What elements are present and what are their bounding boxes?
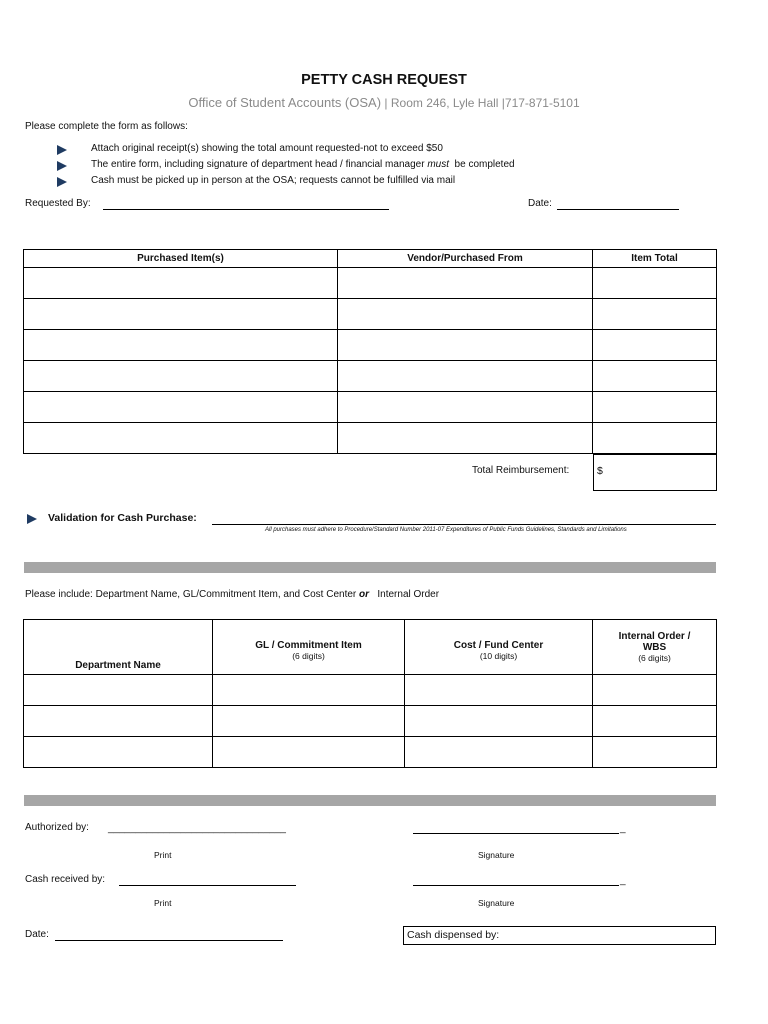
signature-date-label: Date: (25, 929, 49, 940)
office-subtitle (0, 95, 768, 110)
table-row (24, 268, 717, 299)
table-row (24, 423, 717, 454)
form-title: PETTY CASH REQUEST (301, 72, 467, 88)
total-cell[interactable] (593, 392, 717, 423)
signature-caption: Signature (478, 850, 515, 860)
table-row (24, 361, 717, 392)
vendor-cell[interactable] (338, 361, 593, 392)
bullet-arrow-icon (57, 177, 67, 187)
item-cell[interactable] (24, 423, 338, 454)
authorized-by-print-field[interactable]: ________________________________ (108, 823, 286, 834)
instruction-3: Cash must be picked up in person at the OSA; requests cannot be fulfilled via mail (91, 175, 456, 186)
header-gl-commitment: GL / Commitment Item (6 digits) (213, 620, 405, 675)
instructions-intro: Please complete the form as follows: (25, 121, 188, 132)
total-reimbursement-label: Total Reimbursement: (472, 465, 570, 476)
table-row (24, 392, 717, 423)
accounting-table (23, 619, 717, 768)
instruction-2: The entire form, including signature of department head / financial manager must be completed (91, 159, 515, 170)
signature-mark: _ (620, 875, 626, 886)
gl-cell[interactable] (213, 675, 405, 706)
table-row (24, 330, 717, 361)
print-caption: Print (154, 898, 172, 908)
cost-center-cell[interactable] (405, 706, 593, 737)
total-cell[interactable] (593, 299, 717, 330)
internal-order-cell[interactable] (593, 706, 717, 737)
header-vendor: Vendor/Purchased From (338, 250, 593, 268)
total-cell[interactable] (593, 268, 717, 299)
total-cell[interactable] (593, 330, 717, 361)
total-reimbursement-field[interactable] (593, 454, 717, 491)
table-row (24, 675, 717, 706)
signature-date-field[interactable] (55, 940, 283, 941)
section-divider (24, 562, 716, 573)
validation-field[interactable] (212, 524, 716, 525)
header-item-total: Item Total (593, 250, 717, 268)
department-cell[interactable] (24, 675, 213, 706)
print-caption: Print (154, 850, 172, 860)
table-row (24, 706, 717, 737)
header-purchased-items: Purchased Item(s) (24, 250, 338, 268)
header-internal-order: Internal Order / WBS (6 digits) (593, 620, 717, 675)
header-department-name: Department Name (24, 620, 213, 675)
date-field[interactable] (557, 209, 679, 210)
cash-dispensed-label: Cash dispensed by: (407, 929, 500, 941)
total-cell[interactable] (593, 361, 717, 392)
item-cell[interactable] (24, 299, 338, 330)
item-cell[interactable] (24, 268, 338, 299)
cost-center-cell[interactable] (405, 675, 593, 706)
gl-cell[interactable] (213, 737, 405, 768)
cash-received-label: Cash received by: (25, 874, 106, 885)
vendor-cell[interactable] (338, 330, 593, 361)
vendor-cell[interactable] (338, 423, 593, 454)
bullet-arrow-icon (57, 145, 67, 155)
cash-dispensed-field[interactable] (403, 926, 716, 945)
internal-order-cell[interactable] (593, 675, 717, 706)
authorized-by-signature-field[interactable] (413, 833, 619, 834)
authorized-by-label: Authorized by: (25, 822, 89, 833)
item-cell[interactable] (24, 361, 338, 392)
vendor-cell[interactable] (338, 299, 593, 330)
header-cost-fund-center: Cost / Fund Center (10 digits) (405, 620, 593, 675)
requested-by-label: Requested By: (25, 198, 91, 209)
currency-symbol: $ (597, 465, 603, 477)
cash-received-print-field[interactable] (119, 885, 296, 886)
signature-caption: Signature (478, 898, 515, 908)
validation-label: Validation for Cash Purchase: (48, 512, 197, 524)
total-cell[interactable] (593, 423, 717, 454)
accounting-intro: Please include: Department Name, GL/Commitment Item, and Cost Center or Internal Order (25, 589, 440, 600)
validation-note: All purchases must adhere to Procedure/Standard Number 2011-07 Expenditures of Public Funds Guidelines, Standards and Limitations (265, 527, 627, 533)
vendor-cell[interactable] (338, 268, 593, 299)
signature-mark: _ (620, 823, 626, 834)
department-cell[interactable] (24, 737, 213, 768)
office-contact: | Room 246, Lyle Hall |717-871-5101 (381, 96, 580, 110)
table-row (24, 737, 717, 768)
item-cell[interactable] (24, 392, 338, 423)
office-name: Office of Student Accounts (OSA) (188, 95, 382, 110)
table-row (24, 299, 717, 330)
item-cell[interactable] (24, 330, 338, 361)
vendor-cell[interactable] (338, 392, 593, 423)
purchase-table (23, 249, 717, 454)
requested-by-field[interactable] (103, 209, 389, 210)
gl-cell[interactable] (213, 706, 405, 737)
section-divider (24, 795, 716, 806)
date-label: Date: (528, 198, 552, 209)
cash-received-signature-field[interactable] (413, 885, 619, 886)
department-cell[interactable] (24, 706, 213, 737)
bullet-arrow-icon (27, 514, 37, 524)
internal-order-cell[interactable] (593, 737, 717, 768)
instruction-1: Attach original receipt(s) showing the total amount requested-not to exceed $50 (91, 143, 443, 154)
bullet-arrow-icon (57, 161, 67, 171)
cost-center-cell[interactable] (405, 737, 593, 768)
